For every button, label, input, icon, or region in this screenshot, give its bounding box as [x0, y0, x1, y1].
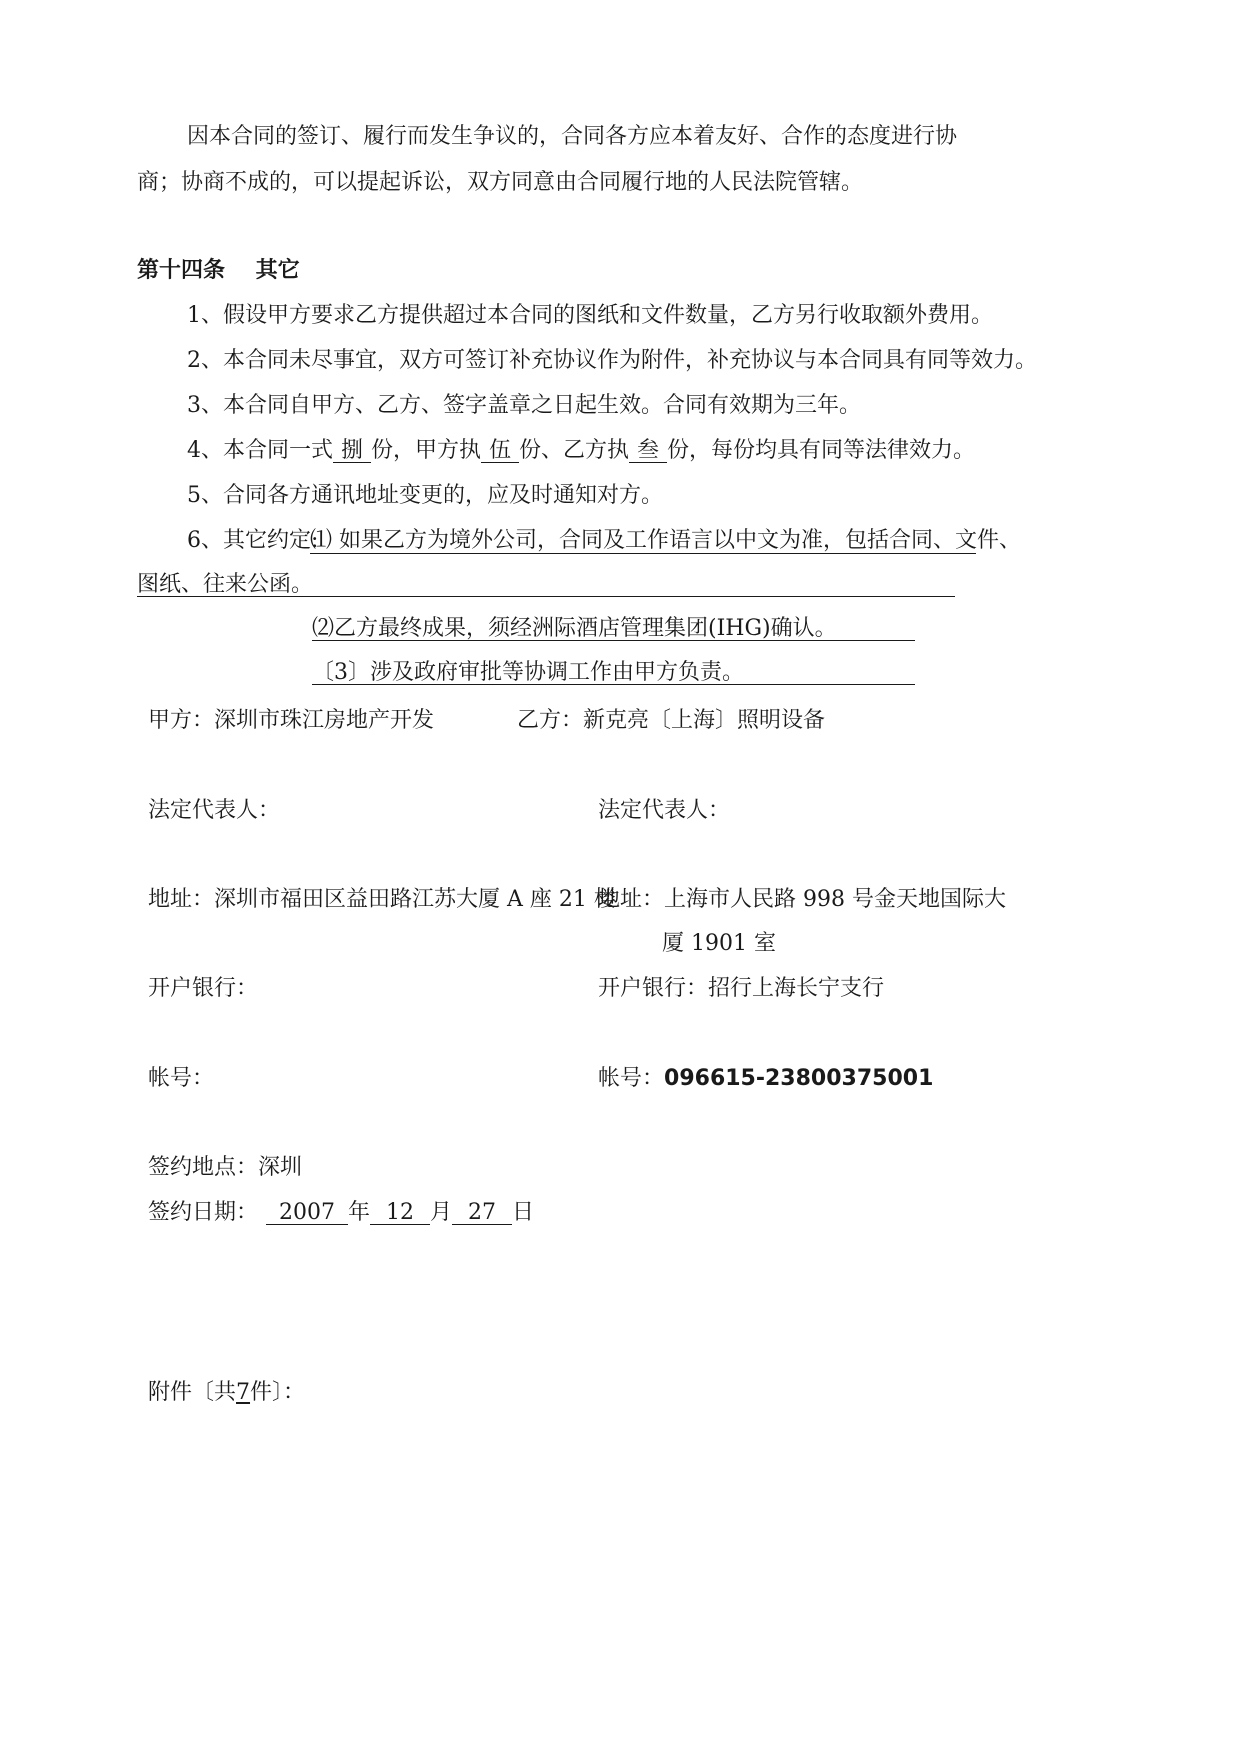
- article-14-item-6-label: 6、其它约定:: [187, 528, 319, 553]
- signing-day: 27: [452, 1201, 512, 1225]
- underline-clause-1-line-1: [310, 553, 976, 554]
- signing-day-unit: 日: [512, 1200, 535, 1225]
- party-b-representative: 法定代表人：: [598, 798, 731, 823]
- attachments-suffix: 件〕：: [250, 1380, 306, 1405]
- item-6-clause-3: 〔3〕涉及政府审批等协调工作由甲方负责。: [312, 660, 744, 685]
- underline-clause-1-line-2: [137, 596, 955, 597]
- article-14-item-3: 3、本合同自甲方、乙方、签字盖章之日起生效。合同有效期为三年。: [187, 393, 861, 418]
- signing-date: [148, 1200, 534, 1226]
- party-b-address-line-2: 厦 1901 室: [662, 931, 776, 956]
- item-4-mid-1: 份，甲方执: [371, 438, 482, 463]
- party-a-representative: 法定代表人：: [148, 798, 281, 823]
- item-4-suffix: 份，每份均具有同等法律效力。: [667, 438, 976, 463]
- signing-month: 12: [370, 1201, 430, 1225]
- party-a-name: 甲方：深圳市珠江房地产开发: [148, 708, 435, 733]
- underline-clause-3: [312, 684, 915, 685]
- item-6-clause-1-line-1: ⑴ 如果乙方为境外公司，合同及工作语言以中文为准，包括合同、文件、: [310, 528, 1021, 553]
- copies-total: 捌: [333, 439, 371, 463]
- party-b-name: 乙方：新克亮〔上海〕照明设备: [517, 708, 826, 733]
- item-4-prefix: 4、本合同一式: [187, 438, 333, 463]
- item-6-clause-2: ⑵乙方最终成果，须经洲际酒店管理集团(IHG)确认。: [312, 616, 837, 641]
- underline-clause-2: [312, 640, 915, 641]
- attachments-prefix: 附件〔共: [148, 1380, 237, 1405]
- attachments: [148, 1380, 305, 1406]
- party-b-account: [598, 1066, 933, 1092]
- attachments-count: 7: [236, 1380, 251, 1405]
- signing-month-unit: 月: [430, 1200, 453, 1225]
- article-14-heading: 第十四条 其它: [137, 258, 300, 283]
- item-6-clause-1-line-2: 图纸、往来公函。: [137, 572, 314, 597]
- party-a-account: 帐号：: [148, 1066, 215, 1091]
- party-a-bank: 开户银行：: [148, 976, 259, 1001]
- party-b-account-number: 096615-23800375001: [664, 1066, 934, 1091]
- signing-place: 签约地点：深圳: [148, 1155, 303, 1180]
- item-4-mid-2: 份、乙方执: [519, 438, 630, 463]
- copies-party-a: 伍: [481, 439, 519, 463]
- copies-party-b: 叁: [629, 439, 667, 463]
- dispute-line-1: 因本合同的签订、履行而发生争议的，合同各方应本着友好、合作的态度进行协: [187, 124, 958, 149]
- dispute-line-2: 商；协商不成的，可以提起诉讼，双方同意由合同履行地的人民法院管辖。: [137, 170, 864, 195]
- party-b-account-label: 帐号：: [598, 1066, 665, 1091]
- signing-year-unit: 年: [348, 1200, 371, 1225]
- article-14-item-5: 5、合同各方通讯地址变更的，应及时通知对方。: [187, 483, 663, 508]
- article-14-item-4: [187, 438, 975, 464]
- party-b-address-line-1: 地址：上海市人民路 998 号金天地国际大: [598, 887, 1006, 912]
- party-a-address: 地址：深圳市福田区益田路江苏大厦 A 座 21 楼: [148, 887, 616, 912]
- article-14-item-1: 1、假设甲方要求乙方提供超过本合同的图纸和文件数量，乙方另行收取额外费用。: [187, 303, 993, 328]
- party-b-bank: 开户银行：招行上海长宁支行: [598, 976, 885, 1001]
- article-14-item-2: 2、本合同未尽事宜，双方可签订补充协议作为附件，补充协议与本合同具有同等效力。: [187, 348, 1037, 373]
- signing-year: 2007: [266, 1201, 348, 1225]
- signing-date-label: 签约日期：: [148, 1200, 259, 1225]
